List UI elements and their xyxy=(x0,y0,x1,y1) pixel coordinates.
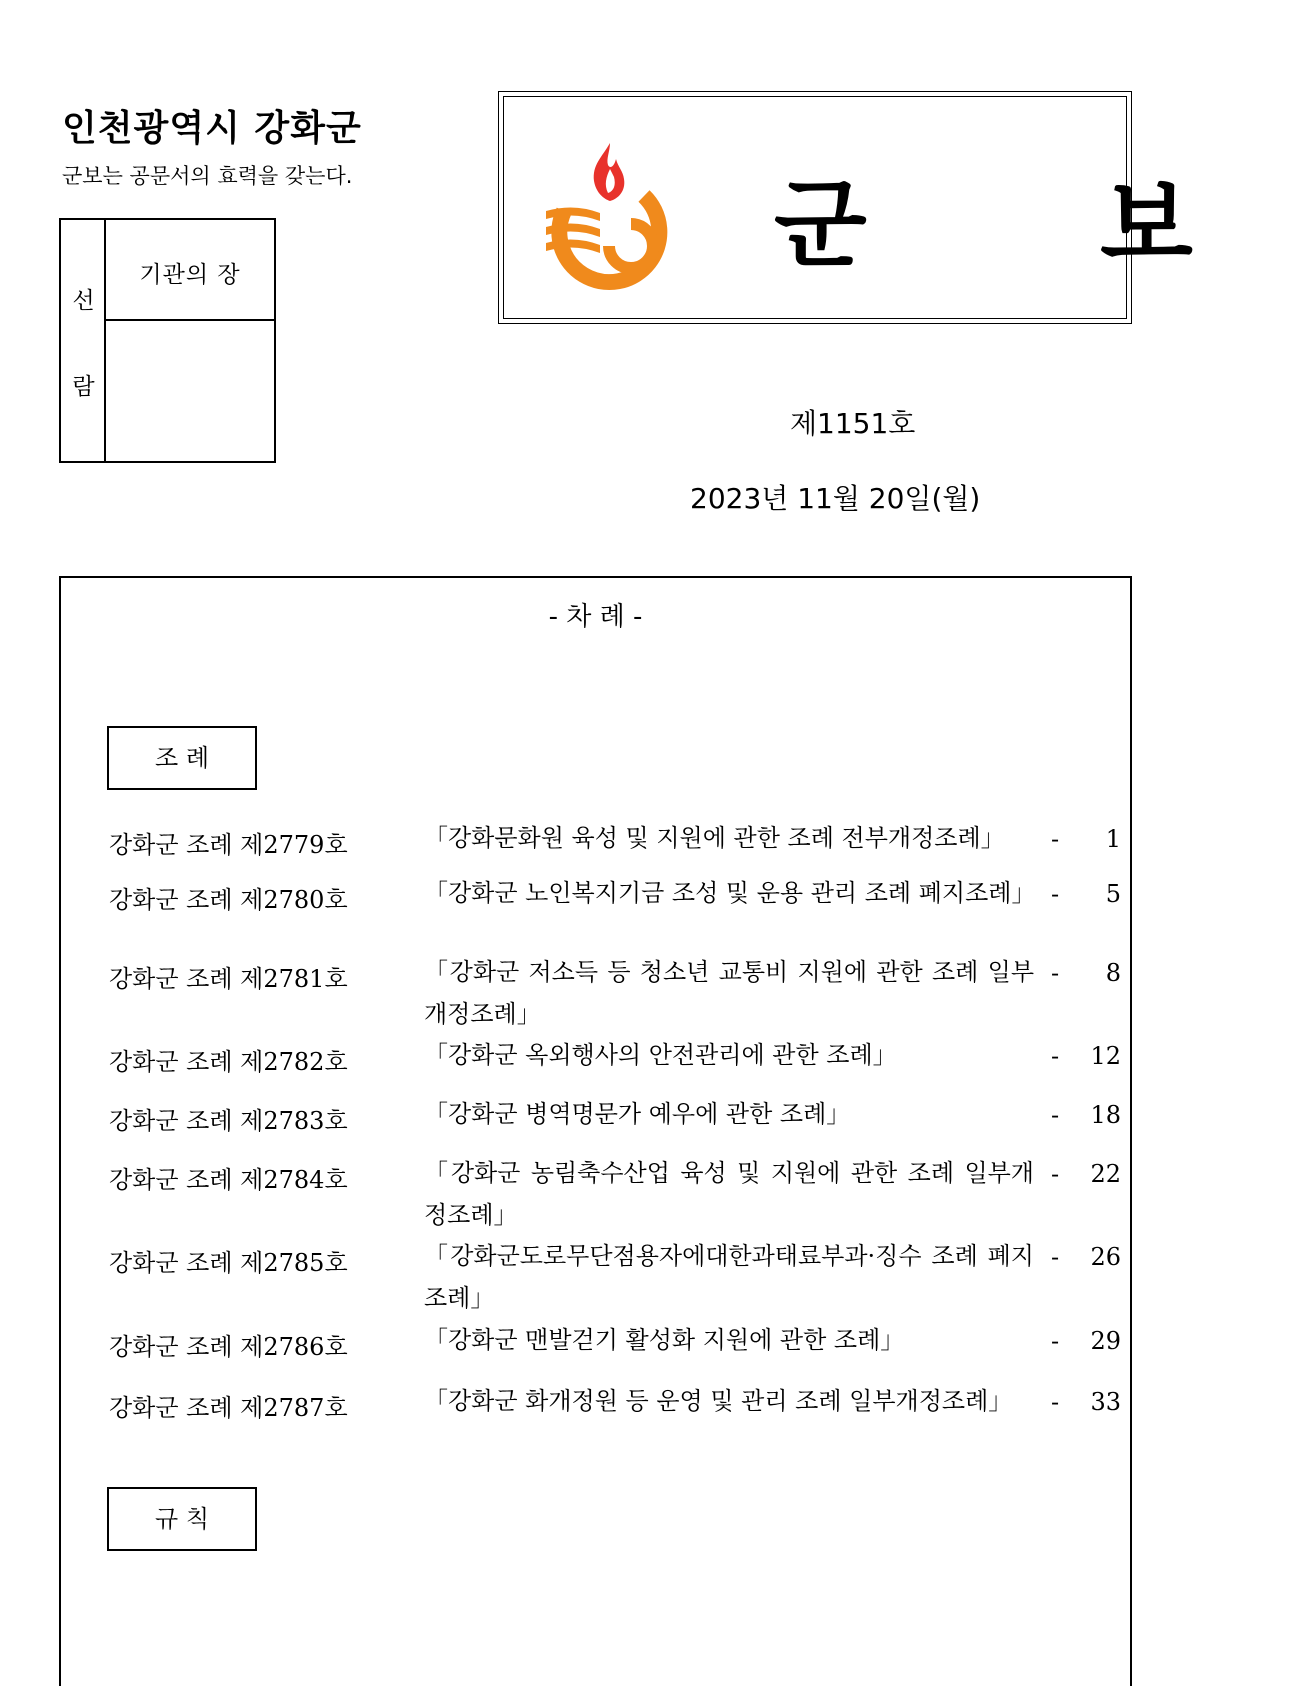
entry-dash: - xyxy=(1051,1101,1060,1129)
entry-title: 「강화군 화개정원 등 운영 및 관리 조례 일부개정조례」 xyxy=(424,1387,1013,1415)
entry-page: 33 xyxy=(1090,1388,1121,1416)
entry-title: 「강화문화원 육성 및 지원에 관한 조례 전부개정조례」 xyxy=(424,824,1005,852)
entry-page: 5 xyxy=(1105,880,1121,908)
bulletin-title: 군 보 xyxy=(774,169,1293,281)
contents-title: - 차 례 - xyxy=(548,602,643,632)
entry-page: 12 xyxy=(1090,1042,1121,1070)
entry-dash: - xyxy=(1051,1160,1060,1188)
org-subtitle: 군보는 공문서의 효력을 갖는다. xyxy=(62,164,353,188)
section-label-rules: 규 칙 xyxy=(107,1487,257,1551)
entry-title: 「강화군 옥외행사의 안전관리에 관한 조례」 xyxy=(424,1041,897,1069)
entry-title: 「강화군도로무단점용자에대한과태료부과·징수 조례 폐지조례」 xyxy=(424,1242,1034,1312)
entry-dash: - xyxy=(1051,825,1060,853)
inner-ring-shape xyxy=(609,224,653,268)
org-title: 인천광역시 강화군 xyxy=(62,108,362,149)
entry-id: 강화군 조례 제2783호 xyxy=(109,1107,348,1135)
bulletin-title-inner-frame xyxy=(503,96,1293,319)
entry-page: 1 xyxy=(1105,825,1121,853)
entry-id: 강화군 조례 제2781호 xyxy=(109,965,348,993)
entry-page: 22 xyxy=(1090,1160,1121,1188)
entry-title: 「강화군 맨발걷기 활성화 지원에 관한 조례」 xyxy=(424,1326,905,1354)
entry-id: 강화군 조례 제2784호 xyxy=(109,1166,348,1194)
entry-dash: - xyxy=(1051,1042,1060,1070)
county-emblem-icon xyxy=(544,141,674,281)
approval-head-label: 기관의 장 xyxy=(139,262,241,288)
approval-head-cell xyxy=(106,220,274,321)
entry-title: 「강화군 농림축수산업 육성 및 지원에 관한 조례 일부개정조례」 xyxy=(424,1159,1034,1229)
approval-side-column xyxy=(61,220,106,461)
entry-dash: - xyxy=(1051,1243,1060,1271)
entry-dash: - xyxy=(1051,880,1060,908)
bulletin-title-box xyxy=(498,91,1293,324)
approval-side-label-1: 선 xyxy=(72,288,95,314)
section-label-ordinance: 조 례 xyxy=(107,726,257,790)
issue-date: 2023년 11월 20일(월) xyxy=(690,482,981,515)
issue-number: 제1151호 xyxy=(790,407,916,440)
entry-id: 강화군 조례 제2779호 xyxy=(109,831,348,859)
entry-title: 「강화군 노인복지기금 조성 및 운용 관리 조례 폐지조례」 xyxy=(424,879,1036,907)
entry-page: 8 xyxy=(1105,959,1121,987)
entry-id: 강화군 조례 제2787호 xyxy=(109,1394,348,1422)
approval-side-label-2: 람 xyxy=(72,374,95,400)
contents-box xyxy=(59,576,1132,1686)
entry-page: 29 xyxy=(1090,1327,1121,1355)
entry-page: 26 xyxy=(1090,1243,1121,1271)
entry-title: 「강화군 병역명문가 예우에 관한 조례」 xyxy=(424,1100,851,1128)
entry-title: 「강화군 저소득 등 청소년 교통비 지원에 관한 조례 일부개정조례」 xyxy=(424,958,1034,1028)
entry-id: 강화군 조례 제2780호 xyxy=(109,886,348,914)
entry-dash: - xyxy=(1051,1388,1060,1416)
approval-box xyxy=(59,218,276,463)
entry-id: 강화군 조례 제2786호 xyxy=(109,1333,348,1361)
entry-page: 18 xyxy=(1090,1101,1121,1129)
wave-3 xyxy=(546,239,600,253)
entry-id: 강화군 조례 제2782호 xyxy=(109,1048,348,1076)
entry-id: 강화군 조례 제2785호 xyxy=(109,1249,348,1277)
entry-dash: - xyxy=(1051,959,1060,987)
entry-dash: - xyxy=(1051,1327,1060,1355)
